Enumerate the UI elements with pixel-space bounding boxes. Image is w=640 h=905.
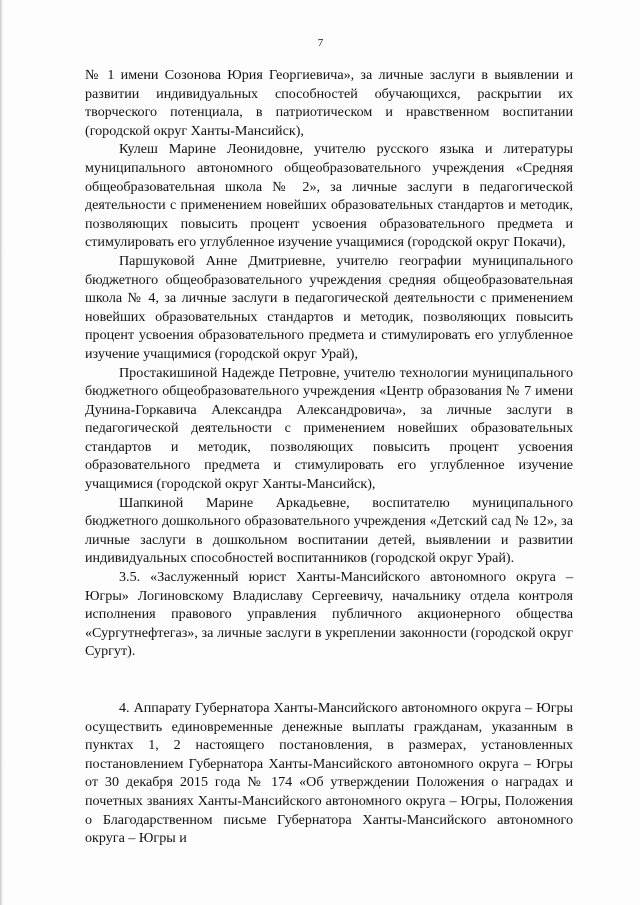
paragraph-continuation: № 1 имени Созонова Юрия Георгиевича», за личные заслуги в выявлении и развитии индивидуальных способностей обучающихся, раскрытии их творческого потенциала, в патриотическом и нравственном воспитании (городской округ Ханты-Мансийск), [85, 67, 573, 139]
section-gap [85, 661, 573, 699]
paragraph-3-5: 3.5. «Заслуженный юрист Ханты-Мансийского автономного округа – Югры» Логиновскому Владиславу Сергеевичу, начальнику отдела контроля исполнения правового управления публичного акционерного общества «Сургутнефтегаз», за личные заслуги в укреплении законности (городской округ Сургут). [85, 569, 573, 660]
paragraph-prostakishina: Простакишиной Надежде Петровне, учителю технологии муниципального бюджетного общеобразовательного учреждения «Центр образования № 7 имени Дунина-Горкавича Александра Александровича», за личные заслуги в педагогической деятельности с применением новейших образовательных стандартов и методик, позволяющих повысить процент усвоения образовательного предмета и стимулировать его углубленное изучение учащимися (городской округ Ханты-Мансийск), [85, 364, 573, 493]
scan-edge [1, 0, 4, 905]
paragraph-4: 4. Аппарату Губернатора Ханты-Мансийского автономного округа – Югры осуществить единовременные денежные выплаты гражданам, указанным в пунктах 1, 2 настоящего постановления, в размерах, установленных постановлением Губернатора Ханты-Мансийского автономного округа – Югры от 30 декабря 2015 года № 174 «Об утверждении Положения о наградах и почетных званиях Ханты-Мансийского автономного округа – Югры, Положения о Благодарственном письме Губернатора Ханты-Мансийского автономного округа – Югры и [85, 700, 573, 847]
document-body [85, 66, 573, 848]
page-number: 7 [317, 37, 324, 49]
paragraph-kulesh: Кулеш Марине Леонидовне, учителю русского языка и литературы муниципального автономного общеобразовательного учреждения «Средняя общеобразовательная школа № 2», за личные заслуги в педагогической деятельности с применением новейших образовательных стандартов и методик, позволяющих повысить процент усвоения образовательного предмета и стимулировать его углубленное изучение учащимися (городской округ Покачи), [85, 141, 573, 251]
paragraph-parshukova: Паршуковой Анне Дмитриевне, учителю географии муниципального бюджетного общеобразовательного учреждения средняя общеобразовательная школа № 4, за личные заслуги в педагогической деятельности с применением новейших образовательных стандартов и методик, позволяющих повысить процент усвоения образовательного предмета и стимулировать его углубленное изучение учащимися (городской округ Урай), [85, 252, 573, 362]
paragraph-shapkina: Шапкиной Марине Аркадьевне, воспитателю муниципального бюджетного дошкольного образовательного учреждения «Детский сад № 12», за личные заслуги в дошкольном воспитании детей, выявлении и развитии индивидуальных способностей воспитанников (городской округ Урай). [85, 494, 573, 567]
